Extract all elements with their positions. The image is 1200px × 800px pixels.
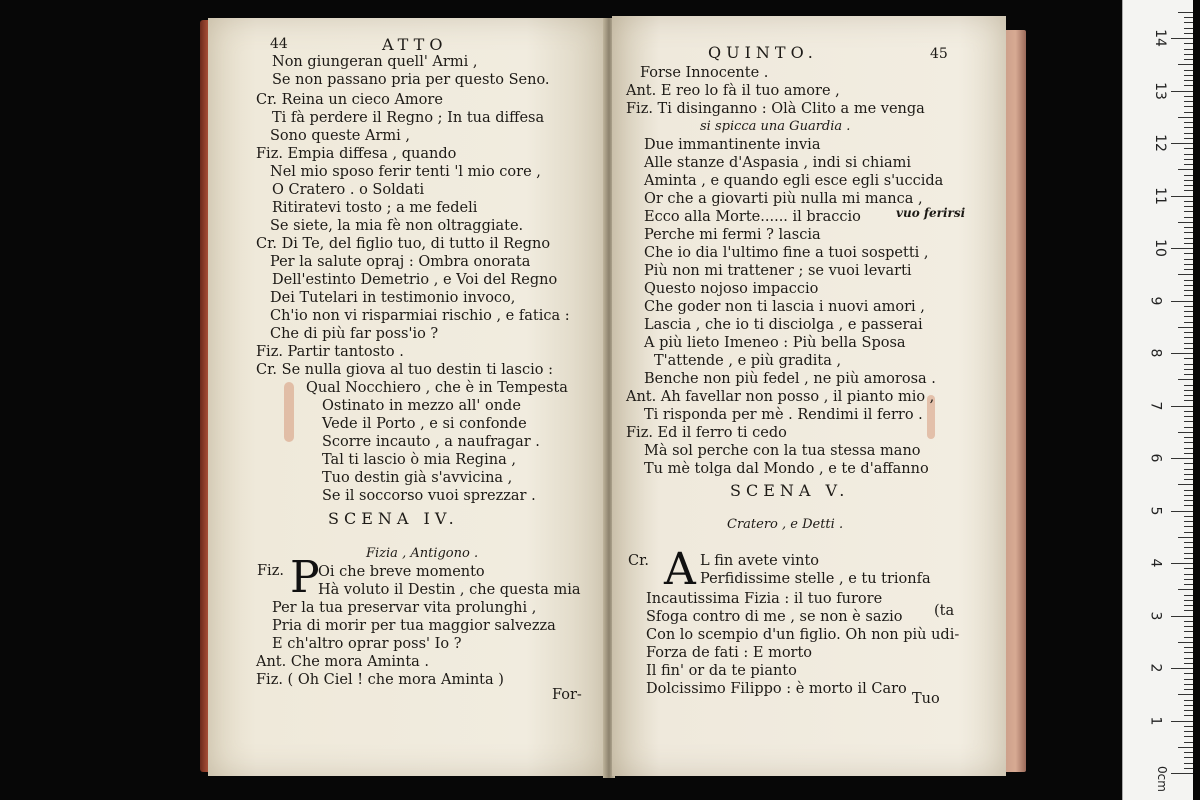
ruler-tick — [1184, 490, 1193, 491]
ruler-tick — [1184, 579, 1193, 580]
ruler-tick — [1184, 85, 1193, 86]
text-line: Fiz. ( Oh Ciel ! che mora Aminta ) — [256, 672, 504, 688]
text-line: Due immantinente invia — [644, 137, 821, 153]
ruler-tick — [1184, 133, 1193, 134]
text-line: Ch'io non vi risparmiai rischio , e fatica : — [270, 308, 570, 324]
ruler-tick — [1184, 731, 1193, 732]
ruler-tick — [1184, 547, 1193, 548]
ruler-tick — [1184, 49, 1193, 50]
ruler-tick — [1178, 747, 1193, 748]
ruler-tick — [1178, 589, 1193, 590]
ruler-tick — [1184, 295, 1193, 296]
text-line: T'attende , e più gradita , — [654, 353, 842, 369]
ruler-tick — [1184, 154, 1193, 155]
text-line: Vede il Porto , e si confonde — [322, 416, 527, 432]
ruler-tick — [1184, 752, 1193, 753]
ruler-number: 3 — [1147, 611, 1164, 620]
ruler-tick — [1171, 458, 1193, 459]
ruler-tick — [1184, 600, 1193, 601]
ruler-tick — [1178, 117, 1193, 118]
text-line: Scorre incauto , a naufragar . — [322, 434, 540, 450]
ruler-tick — [1184, 448, 1193, 449]
right-running-head: QUINTO. — [708, 43, 818, 62]
ruler-tick — [1184, 442, 1193, 443]
right-catchword: Tuo — [912, 691, 940, 707]
ruler-tick — [1171, 91, 1193, 92]
ruler-tick — [1171, 248, 1193, 249]
ruler-tick — [1184, 243, 1193, 244]
ruler-tick — [1184, 96, 1193, 97]
ruler-tick — [1184, 637, 1193, 638]
ruler-tick — [1184, 238, 1193, 239]
ruler-number: 10 — [1151, 239, 1168, 257]
ruler-tick — [1171, 406, 1193, 407]
ruler-tick — [1184, 521, 1193, 522]
text-line: Ant. Che mora Aminta . — [256, 654, 430, 670]
ruler-tick — [1184, 574, 1193, 575]
ruler-tick — [1184, 700, 1193, 701]
ruler-number: 4 — [1147, 558, 1164, 568]
text-line: Qual Nocchiero , che è in Tempesta — [306, 380, 568, 396]
ruler-tick — [1184, 474, 1193, 475]
ruler-tick — [1184, 385, 1193, 386]
right-folio: 45 — [930, 46, 948, 62]
ruler-tick — [1184, 558, 1193, 559]
text-line: Nel mio sposo ferir tenti 'l mio core , — [270, 164, 541, 180]
text-line: L fin avete vinto — [700, 553, 820, 569]
ruler-tick — [1184, 206, 1193, 207]
ruler-tick — [1184, 106, 1193, 107]
ruler-tick — [1178, 327, 1193, 328]
ruler-tick — [1184, 679, 1193, 680]
left-dropcap-speaker: Fiz. — [257, 563, 284, 579]
ruler-tick — [1178, 12, 1193, 13]
text-line: Ant. E reo lo fà il tuo amore , — [626, 83, 840, 99]
ruler-tick — [1184, 411, 1193, 412]
paper-stain — [284, 382, 294, 442]
ruler-tick — [1184, 253, 1193, 254]
left-scene-heading: SCENA IV. — [328, 509, 459, 528]
ruler-tick — [1178, 642, 1193, 643]
ruler-number: 12 — [1151, 134, 1168, 152]
ruler-tick — [1184, 710, 1193, 711]
ruler-tick — [1171, 301, 1193, 302]
ruler-tick — [1184, 453, 1193, 454]
ruler-tick — [1184, 175, 1193, 176]
ruler-number: 13 — [1151, 81, 1168, 100]
text-line: Se siete, la mia fè non oltraggiate. — [270, 218, 524, 234]
ruler-tick — [1184, 348, 1193, 349]
ruler-tick — [1184, 605, 1193, 606]
left-dropcap: P — [290, 552, 320, 603]
right-scene-characters: Cratero , e Detti . — [727, 517, 844, 532]
ruler-tick — [1184, 190, 1193, 191]
ruler-tick — [1184, 343, 1193, 344]
ruler-tick — [1178, 694, 1193, 695]
ruler-tick — [1184, 148, 1193, 149]
ruler-tick — [1184, 736, 1193, 737]
ruler-tick — [1178, 484, 1193, 485]
text-line: Perfidissime stelle , e tu trionfa — [700, 571, 931, 587]
ruler-tick — [1184, 164, 1193, 165]
text-line: Fiz. Ti disinganno : Olà Clito a me venga — [626, 101, 925, 117]
ruler-tick — [1184, 54, 1193, 55]
text-line: Benche non più fedel , ne più amorosa . — [644, 371, 936, 387]
text-line: Se non passano pria per questo Seno. — [272, 72, 550, 88]
text-line: Fiz. Ed il ferro ti cedo — [626, 425, 787, 441]
ruler-tick — [1184, 684, 1193, 685]
ruler-tick — [1184, 416, 1193, 417]
ruler-tick — [1184, 673, 1193, 674]
ruler-tick — [1184, 542, 1193, 543]
ruler-tick — [1184, 43, 1193, 44]
ruler-tick — [1184, 757, 1193, 758]
ruler-tick — [1184, 269, 1193, 270]
text-line: Pria di morir per tua maggior salvezza — [272, 618, 556, 634]
ruler-tick — [1184, 75, 1193, 76]
ruler-tick — [1184, 463, 1193, 464]
ruler-tick — [1184, 159, 1193, 160]
ruler-tick — [1184, 17, 1193, 18]
text-line: Perche mi fermi ? lascia — [644, 227, 821, 243]
text-line: Tu mè tolga dal Mondo , e te d'affanno — [644, 461, 929, 477]
ruler-tick — [1184, 101, 1193, 102]
ruler-tick — [1184, 280, 1193, 281]
ruler-tick — [1184, 201, 1193, 202]
text-line: Il fin' or da te pianto — [646, 663, 797, 679]
ruler-tick — [1171, 143, 1193, 144]
ruler-tick — [1184, 595, 1193, 596]
ruler-tick — [1184, 264, 1193, 265]
ruler-tick — [1184, 33, 1193, 34]
ruler-tick — [1184, 290, 1193, 291]
ruler-tick — [1184, 112, 1193, 113]
ruler-tick — [1178, 537, 1193, 538]
text-line: Ant. Ah favellar non posso , il pianto mio , — [626, 389, 935, 405]
ruler-tick — [1184, 658, 1193, 659]
text-line: Sfoga contro di me , se non è sazio — [646, 609, 903, 625]
text-line: Tuo destin già s'avvicina , — [322, 470, 513, 486]
ruler-tick — [1184, 726, 1193, 727]
right-scene-heading: SCENA V. — [730, 481, 850, 500]
ruler-tick — [1171, 353, 1193, 354]
ruler-tick — [1184, 437, 1193, 438]
text-line: Oi che breve momento — [318, 564, 485, 580]
text-line: E ch'altro oprar poss' Io ? — [272, 636, 462, 652]
text-line: Tal ti lascio ò mia Regina , — [322, 452, 516, 468]
text-line: Che goder non ti lascia i nuovi amori , — [644, 299, 925, 315]
ruler-tick — [1184, 322, 1193, 323]
ruler-tick — [1184, 500, 1193, 501]
ruler-tick — [1184, 138, 1193, 139]
ruler-tick — [1184, 532, 1193, 533]
left-scene-characters: Fizia , Antigono . — [366, 546, 479, 561]
ruler-tick — [1184, 211, 1193, 212]
text-line: Con lo scempio d'un figlio. Oh non più udi- — [646, 627, 960, 643]
ruler-tick — [1184, 689, 1193, 690]
ruler-tick — [1184, 421, 1193, 422]
text-line: Alle stanze d'Aspasia , indi si chiami — [644, 155, 911, 171]
ruler-tick — [1184, 311, 1193, 312]
right-dropcap: A — [664, 544, 696, 595]
text-line: Ostinato in mezzo all' onde — [322, 398, 521, 414]
ruler-tick — [1184, 337, 1193, 338]
ruler-tick — [1184, 469, 1193, 470]
ruler-tick — [1184, 364, 1193, 365]
ruler-number: 1 — [1147, 716, 1164, 725]
text-line: A più lieto Imeneo : Più bella Sposa — [644, 335, 906, 351]
ruler-tick — [1184, 715, 1193, 716]
left-running-head: ATTO — [382, 35, 448, 54]
ruler-tick — [1171, 563, 1193, 564]
ruler-tick — [1171, 616, 1193, 617]
ruler-tick — [1184, 185, 1193, 186]
text-line: Dei Tutelari in testimonio invoco, — [270, 290, 516, 306]
text-line: Cr. Reina un cieco Amore — [256, 92, 443, 108]
text-line: Hà voluto il Destin , che questa mia — [318, 582, 581, 598]
ruler-tick — [1184, 259, 1193, 260]
ruler-tick — [1184, 369, 1193, 370]
ruler-tick — [1184, 763, 1193, 764]
ruler-tick — [1184, 180, 1193, 181]
ruler-number: 8 — [1147, 348, 1164, 358]
ruler-number: 9 — [1147, 296, 1164, 305]
ruler-tick — [1184, 427, 1193, 428]
ruler-tick — [1171, 721, 1193, 722]
ruler-number: 11 — [1151, 186, 1168, 205]
text-line: Forza de fati : E morto — [646, 645, 813, 661]
ruler-tick — [1178, 169, 1193, 170]
ruler-tick — [1184, 358, 1193, 359]
ruler-tick — [1184, 553, 1193, 554]
ruler-tick — [1184, 122, 1193, 123]
text-line: Forse Innocente . — [640, 65, 769, 81]
ruler-number: 2 — [1147, 663, 1164, 673]
ruler-tick — [1184, 390, 1193, 391]
text-line: Che io dia l'ultimo fine a tuoi sospetti , — [644, 245, 929, 261]
left-folio: 44 — [270, 36, 288, 52]
text-line: si spicca una Guardia . — [700, 119, 851, 134]
text-line: Dolcissimo Filippo : è morto il Caro — [646, 681, 907, 697]
ruler-tick — [1184, 217, 1193, 218]
ruler-tick — [1184, 22, 1193, 23]
text-line: Ecco alla Morte...... il braccio — [644, 209, 861, 225]
ruler-tick — [1184, 28, 1193, 29]
measuring-ruler — [1122, 0, 1193, 800]
ruler-tick — [1184, 584, 1193, 585]
ruler-number: 6 — [1147, 453, 1164, 463]
text-line: Dell'estinto Demetrio , e Voi del Regno — [272, 272, 558, 288]
ruler-tick — [1184, 631, 1193, 632]
ruler-unit: 0cm — [1154, 766, 1169, 792]
ruler-tick — [1184, 479, 1193, 480]
right-margin-note: (ta — [934, 603, 955, 619]
text-line: Per la salute opraj : Ombra onorata — [270, 254, 531, 270]
ruler-tick — [1184, 227, 1193, 228]
text-line: Questo nojoso impaccio — [644, 281, 819, 297]
text-line: Più non mi trattener ; se vuoi levarti — [644, 263, 912, 279]
ruler-tick — [1184, 332, 1193, 333]
ruler-tick — [1184, 647, 1193, 648]
ruler-tick — [1178, 432, 1193, 433]
ruler-tick — [1178, 379, 1193, 380]
ruler-tick — [1184, 316, 1193, 317]
ruler-tick — [1184, 80, 1193, 81]
left-catchword: For- — [552, 687, 582, 703]
text-line: Non giungeran quell' Armi , — [272, 54, 478, 70]
ruler-tick — [1184, 395, 1193, 396]
text-line: Per la tua preservar vita prolunghi , — [272, 600, 537, 616]
text-line: Cr. Se nulla giova al tuo destin ti lascio : — [256, 362, 553, 378]
right-stage-direction: vuo ferirsi — [896, 206, 966, 220]
text-line: Ti risponda per mè . Rendimi il ferro . — [644, 407, 923, 423]
ruler-tick — [1184, 526, 1193, 527]
ruler-tick — [1171, 38, 1193, 39]
ruler-tick — [1184, 626, 1193, 627]
ruler-tick — [1171, 668, 1193, 669]
ruler-tick — [1184, 705, 1193, 706]
ruler-tick — [1184, 516, 1193, 517]
ruler-tick — [1184, 621, 1193, 622]
ruler-number: 14 — [1151, 29, 1168, 47]
ruler-tick — [1184, 400, 1193, 401]
text-line: Fiz. Empia diffesa , quando — [256, 146, 457, 162]
ruler-tick — [1184, 742, 1193, 743]
text-line: Lascia , che io ti disciolga , e passerai — [644, 317, 923, 333]
ruler-tick — [1184, 306, 1193, 307]
ruler-number: 7 — [1147, 401, 1164, 410]
ruler-tick — [1184, 232, 1193, 233]
ruler-tick — [1184, 70, 1193, 71]
ruler-tick — [1171, 511, 1193, 512]
ruler-tick — [1184, 652, 1193, 653]
ruler-tick — [1184, 768, 1193, 769]
text-line: Ritiratevi tosto ; a me fedeli — [272, 200, 478, 216]
ruler-tick — [1184, 127, 1193, 128]
text-line: Incautissima Fizia : il tuo furore — [646, 591, 883, 607]
ruler-tick — [1184, 568, 1193, 569]
ruler-tick — [1171, 196, 1193, 197]
ruler-tick — [1178, 64, 1193, 65]
ruler-tick — [1184, 610, 1193, 611]
text-line: Sono queste Armi , — [270, 128, 411, 144]
ruler-tick — [1178, 274, 1193, 275]
text-line: Fiz. Partir tantosto . — [256, 344, 404, 360]
text-line: Mà sol perche con la tua stessa mano — [644, 443, 921, 459]
ruler-tick — [1184, 285, 1193, 286]
ruler-tick — [1178, 222, 1193, 223]
ruler-number: 5 — [1147, 506, 1164, 515]
ruler-tick — [1171, 773, 1193, 774]
text-line: Ti fà perdere il Regno ; In tua diffesa — [272, 110, 545, 126]
text-line: Cr. Di Te, del figlio tuo, di tutto il Regno — [256, 236, 551, 252]
text-line: Or che a giovarti più nulla mi manca , — [644, 191, 923, 207]
text-line: O Cratero . o Soldati — [272, 182, 425, 198]
text-line: Se il soccorso vuoi sprezzar . — [322, 488, 536, 504]
ruler-tick — [1184, 374, 1193, 375]
ruler-tick — [1184, 505, 1193, 506]
ruler-tick — [1184, 663, 1193, 664]
text-line: Che di più far poss'io ? — [270, 326, 439, 342]
right-dropcap-speaker: Cr. — [628, 553, 650, 569]
ruler-tick — [1184, 59, 1193, 60]
ruler-tick — [1184, 495, 1193, 496]
text-line: Aminta , e quando egli esce egli s'uccida — [644, 173, 944, 189]
